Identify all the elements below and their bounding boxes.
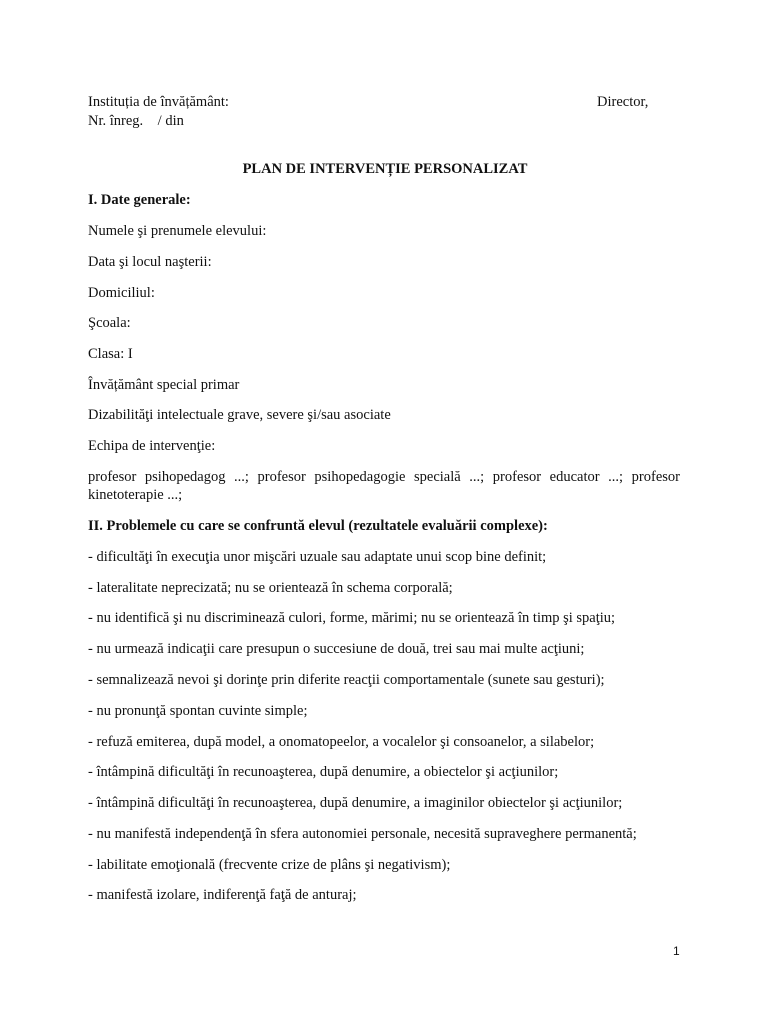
school-field: Şcoala: — [88, 315, 131, 331]
problem-item: - dificultăţi în execuţia unor mişcări uzuale sau adaptate unui scop bine definit; — [88, 549, 547, 565]
problem-item: - nu manifestă independenţă în sfera autonomiei personale, necesită supraveghere permanentă; — [88, 826, 637, 842]
problem-item: - semnalizează nevoi şi dorinţe prin diferite reacţii comportamentale (sunete sau gesturi); — [88, 672, 605, 688]
problem-item: - refuză emiterea, după model, a onomatopeelor, a vocalelor şi consoanelor, a silabelor; — [88, 734, 595, 750]
section-1-heading: I. Date generale: — [88, 192, 191, 208]
disability-type: Dizabilităţi intelectuale grave, severe şi/sau asociate — [88, 407, 391, 423]
problem-item: - nu identifică şi nu discriminează culori, forme, mărimi; nu se orientează în timp şi spaţiu; — [88, 610, 616, 626]
address-field: Domiciliul: — [88, 285, 155, 301]
director-label: Director, — [597, 94, 649, 110]
problem-item: - întâmpină dificultăţi în recunoaşterea, după denumire, a obiectelor şi acţiunilor; — [88, 764, 559, 780]
page-number: 1 — [673, 944, 680, 958]
problem-item: - labilitate emoţională (frecvente crize de plâns şi negativism); — [88, 857, 451, 873]
problem-item: - nu pronunţă spontan cuvinte simple; — [88, 703, 308, 719]
page-title: PLAN DE INTERVENȚIE PERSONALIZAT — [242, 161, 528, 177]
problem-item: - lateralitate neprecizată; nu se orientează în schema corporală; — [88, 580, 453, 596]
class-field: Clasa: I — [88, 346, 133, 362]
education-type: Învățământ special primar — [88, 377, 240, 393]
section-2-heading: II. Problemele cu care se confruntă elevul (rezultatele evaluării complexe): — [88, 518, 548, 534]
team-label: Echipa de intervenţie: — [88, 438, 216, 454]
problem-item: - manifestă izolare, indiferenţă faţă de anturaj; — [88, 887, 357, 903]
problem-item: - întâmpină dificultăţi în recunoaşterea, după denumire, a imaginilor obiectelor şi acţiunilor; — [88, 795, 623, 811]
problem-item: - nu urmează indicaţii care presupun o succesiune de două, trei sau mai multe acţiuni; — [88, 641, 585, 657]
team-members: profesor psihopedagog ...; profesor psihopedagogie specială ...; profesor educator ...; profesor kinetoterapie ...; — [88, 469, 680, 503]
student-name-field: Numele şi prenumele elevului: — [88, 223, 267, 239]
institution-label: Instituția de învățământ: — [88, 94, 229, 110]
birth-field: Data şi locul naşterii: — [88, 254, 212, 270]
registration-label: Nr. înreg. / din — [88, 113, 184, 129]
